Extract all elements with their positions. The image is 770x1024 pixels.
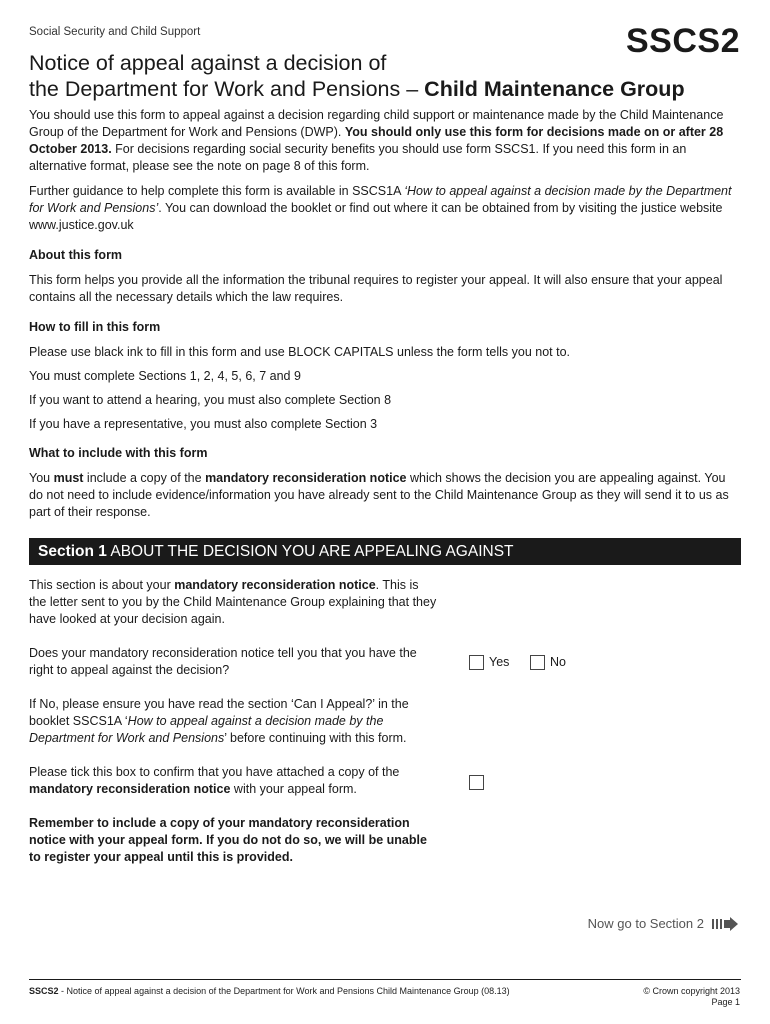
- page-number: Page 1: [711, 997, 740, 1007]
- how-to-fill-line-3: If you want to attend a hearing, you must also complete Section 8: [29, 393, 392, 407]
- intro-p2-italic: ‘How to appeal against a decision made by the Department for Work and Pensions’: [29, 184, 732, 215]
- footer-form-description: - Notice of appeal against a decision of the Department for Work and Pensions Child Maintenance Group (08.13): [58, 986, 510, 996]
- include-text-3: which shows the decision you are appealing against. You do not need to include evidence/information you have already sent to the Child Maintenance Group as they will send it to us as part of their response.: [29, 471, 729, 519]
- next-section-link[interactable]: [588, 916, 738, 931]
- department-name: Social Security and Child Support: [29, 26, 201, 38]
- include-text-2: include a copy of the: [83, 471, 206, 485]
- footer-description: [29, 986, 510, 996]
- confirm-attached-text: [29, 764, 439, 798]
- intro-p1-text-b: For decisions regarding social security benefits you should use form SSCS1. If you need this form in an alternative format, please see the note on page 8 of this form.: [29, 142, 687, 173]
- intro-p2-text-a: Further guidance to help complete this form is available in SSCS1A: [29, 184, 405, 198]
- if-no-italic: How to appeal against a decision made by the Department for Work and Pensions: [29, 714, 384, 745]
- section-1-intro-bold: mandatory reconsideration notice: [174, 578, 376, 592]
- how-to-fill-line-4: If you have a representative, you must also complete Section 3: [29, 417, 378, 431]
- no-checkbox[interactable]: [530, 655, 545, 670]
- no-label: No: [550, 655, 566, 669]
- copyright-notice: © Crown copyright 2013: [643, 986, 740, 996]
- intro-paragraph-2: [29, 183, 741, 234]
- footer-right: [643, 986, 740, 1008]
- section-1-header: [29, 538, 741, 565]
- how-to-fill-line-1: Please use black ink to fill in this form and use BLOCK CAPITALS unless the form tells you not to.: [29, 345, 570, 359]
- about-text: This form helps you provide all the information the tribunal requires to register your appeal. It will also ensure that your appeal contains all the necessary details which the law requires.: [29, 273, 723, 304]
- section-1-intro-b: . This is the letter sent to you by the Child Maintenance Group explaining that they have looked at your decision again.: [29, 578, 437, 626]
- intro-p2-text-b: . You can download the booklet or find out where it can be obtained from by visiting the justice website www.justice.gov.uk: [29, 201, 723, 232]
- confirm-attached-checkbox[interactable]: [469, 775, 484, 790]
- intro-p1-bold: You should only use this form for decisions made on or after 28 October 2013.: [29, 125, 724, 156]
- how-to-fill-heading: How to fill in this form: [29, 320, 161, 334]
- if-no-text-b: ’ before continuing with this form.: [224, 731, 407, 745]
- intro-p1-text-a: You should use this form to appeal against a decision regarding child support or maintenance made by the Child Maintenance Group of the Department for Work and Pensions (DWP).: [29, 108, 724, 139]
- section-1-number: Section 1: [38, 543, 107, 560]
- section-1-intro-a: This section is about your: [29, 578, 175, 592]
- page-title: [29, 50, 729, 102]
- footer-divider: [29, 979, 741, 980]
- intro-paragraph-1: [29, 107, 741, 175]
- next-section-label: Now go to Section 2: [587, 916, 704, 931]
- what-to-include-text: [29, 470, 741, 521]
- right-to-appeal-question: Does your mandatory reconsideration notice tell you that you have the right to appeal against the decision?: [29, 646, 417, 677]
- title-line-2-prefix: the Department for Work and Pensions –: [29, 77, 425, 101]
- confirm-bold: mandatory reconsideration notice: [29, 782, 231, 796]
- confirm-text-a: Please tick this box to confirm that you have attached a copy of the: [29, 765, 400, 779]
- section-1-intro: [29, 577, 439, 628]
- form-code: SSCS2: [626, 22, 740, 60]
- section-1-title: ABOUT THE DECISION YOU ARE APPEALING AGAINST: [106, 543, 514, 560]
- yes-checkbox[interactable]: [469, 655, 484, 670]
- include-bold-notice: mandatory reconsideration notice: [205, 471, 407, 485]
- title-line-1: Notice of appeal against a decision of: [29, 51, 387, 75]
- about-heading: About this form: [29, 248, 123, 262]
- confirm-text-b: with your appeal form.: [230, 782, 357, 796]
- title-line-2-bold: Child Maintenance Group: [424, 77, 685, 101]
- what-to-include-heading: What to include with this form: [29, 446, 208, 460]
- arrow-right-icon: [712, 917, 738, 931]
- footer-form-code: SSCS2: [29, 986, 59, 996]
- if-no-text-a: If No, please ensure you have read the section ‘Can I Appeal?’ in the booklet SSCS1A ‘: [29, 697, 409, 728]
- yes-label: Yes: [489, 655, 510, 669]
- include-bold-must: must: [53, 471, 84, 485]
- how-to-fill-line-2: You must complete Sections 1, 2, 4, 5, 6, 7 and 9: [29, 369, 301, 383]
- if-no-guidance: [29, 696, 439, 747]
- reminder-text: Remember to include a copy of your mandatory reconsideration notice with your appeal form. If you do not do so, we will be unable to register your appeal until this is provided.: [29, 816, 427, 864]
- include-text-1: You: [29, 471, 54, 485]
